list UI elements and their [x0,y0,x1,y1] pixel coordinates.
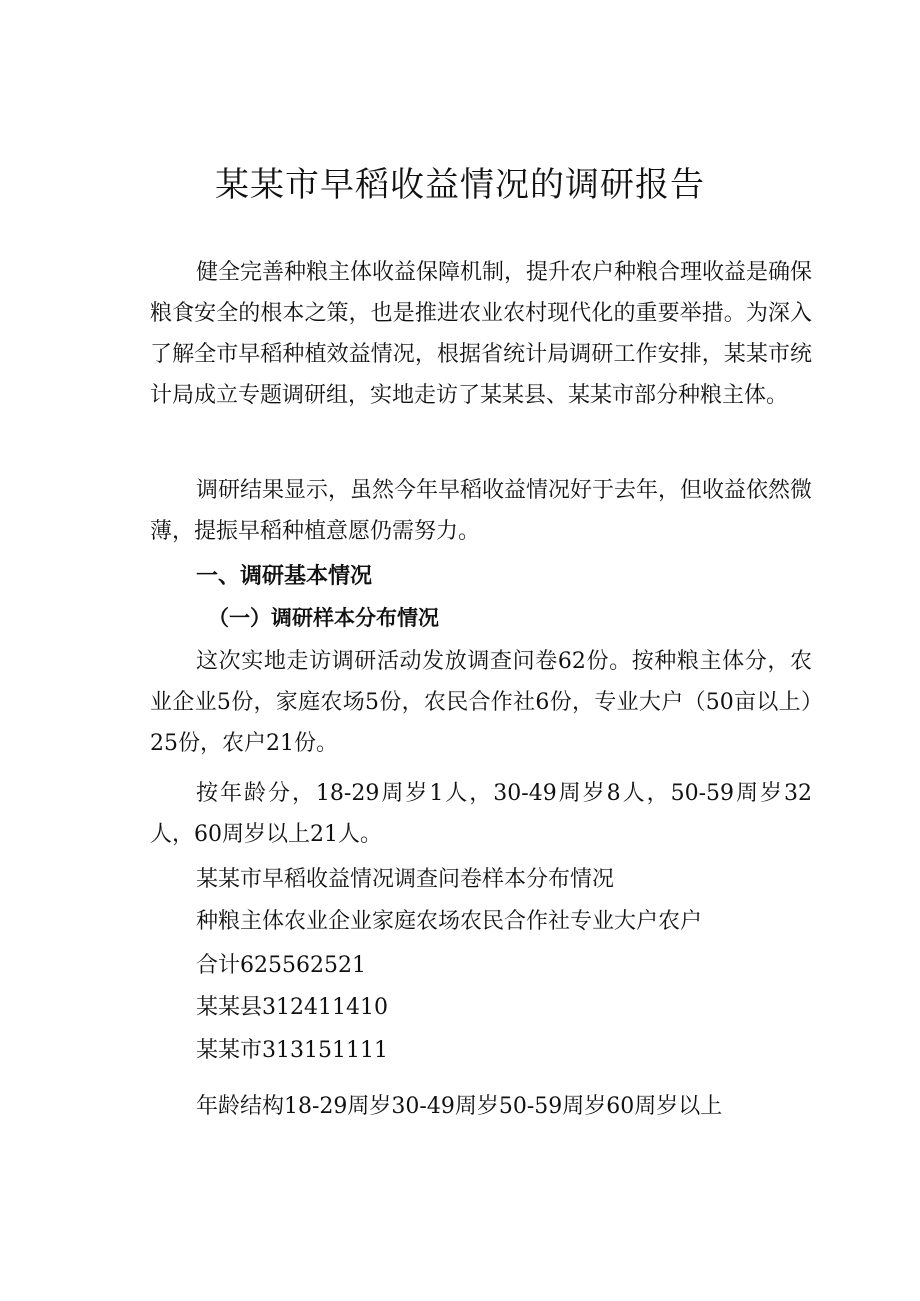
table-city-line: 某某市313151111 [196,1038,388,1063]
table-header-line: 种粮主体农业企业家庭农场农民合作社专业大户农户 [196,909,703,934]
document-title: 某某市早稻收益情况的调研报告 [215,165,705,205]
table-total-line: 合计625562521 [196,953,366,978]
table-county-line: 某某县312411410 [196,995,388,1020]
section-heading: 一、调研基本情况 [196,564,373,589]
result-paragraph: 调研结果显示，虽然今年早稻收益情况好于去年，但收益依然微薄，提振早稻种植意愿仍需努力。 [150,478,813,544]
age-paragraph: 按年龄分，18-29周岁1人，30-49周岁8人，50-59周岁32人，60周岁以上21人。 [150,781,812,847]
subsection-heading: （一）调研样本分布情况 [208,606,439,630]
intro-paragraph: 健全完善种粮主体收益保障机制，提升农户种粮合理收益是确保粮食安全的根本之策，也是推进农业农村现代化的重要举措。为深入了解全市早稻种植效益情况，根据省统计局调研工作安排，某某市统计局成立专题调研组，实地走访了某某县、某某市部分种粮主体。 [150,260,813,408]
age-structure-line: 年龄结构18-29周岁30-49周岁50-59周岁60周岁以上 [196,1094,723,1119]
table-caption: 某某市早稻收益情况调查问卷样本分布情况 [196,867,615,892]
sample-paragraph: 这次实地走访调研活动发放调查问卷62份。按种粮主体分，农业企业5份，家庭农场5份，农民合作社6份，专业大户（50亩以上）25份，农户21份。 [150,649,812,756]
